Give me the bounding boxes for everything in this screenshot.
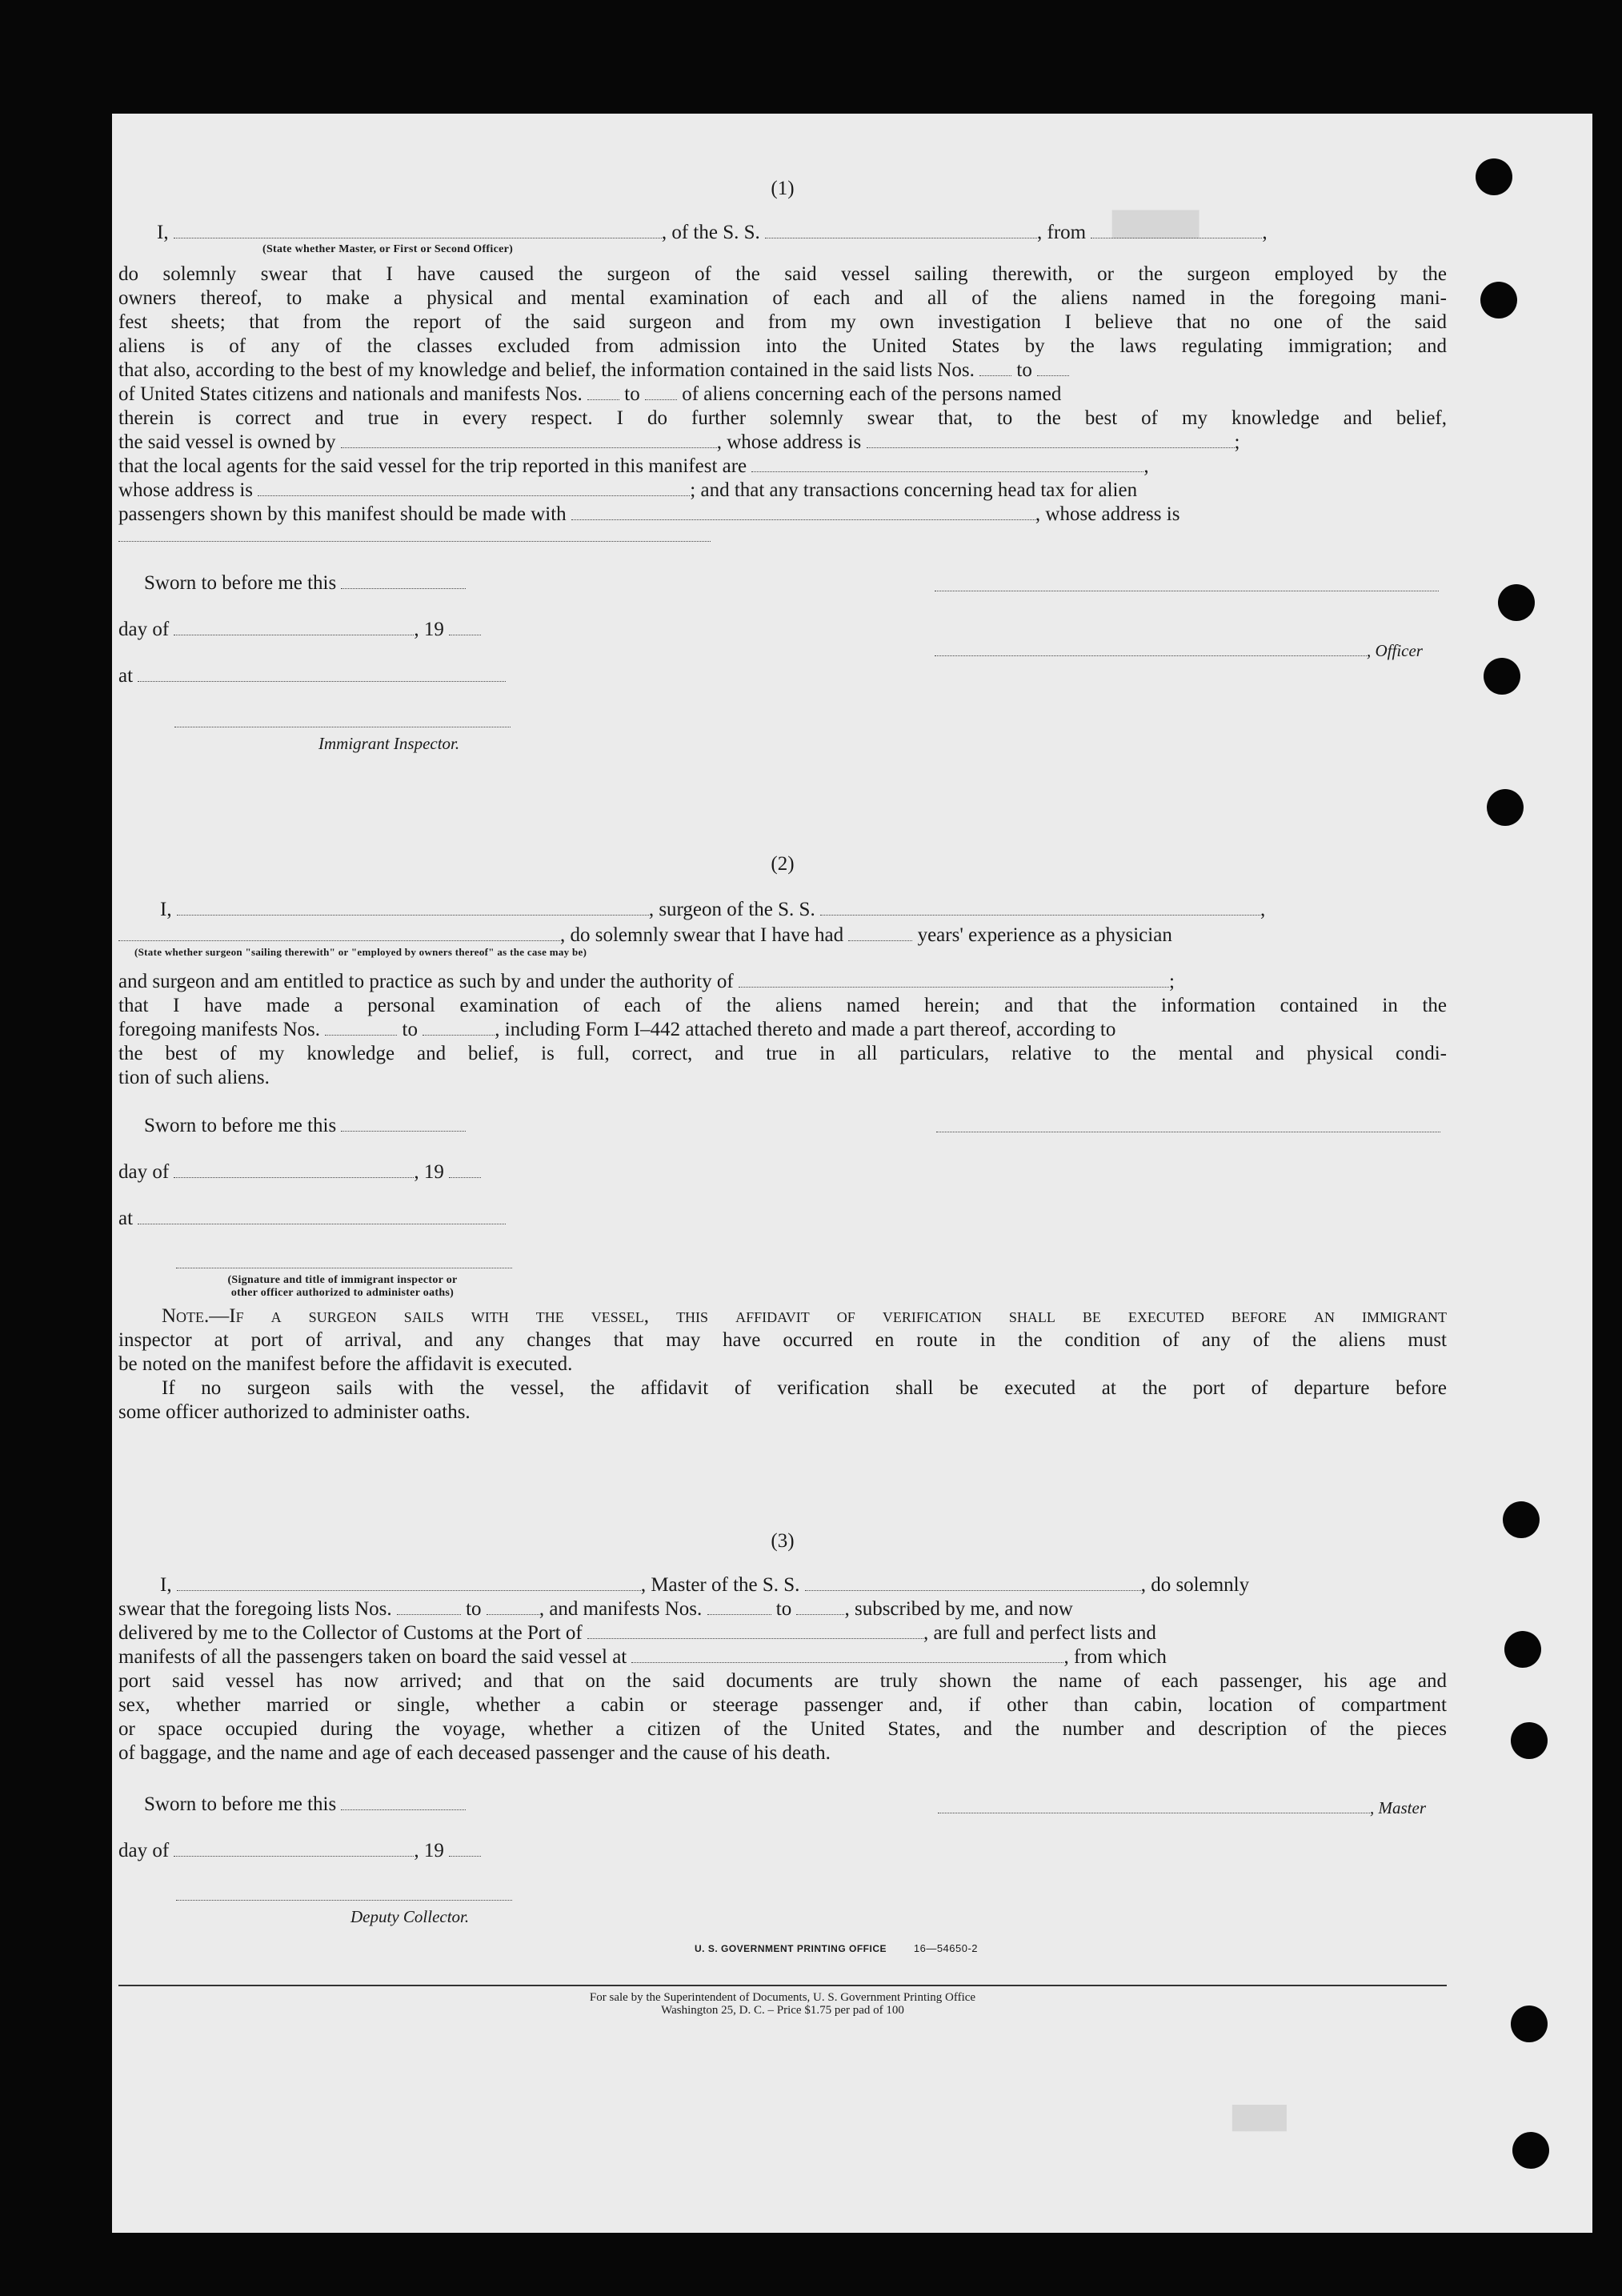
field-hint: (State whether Master, or First or Second Officer) xyxy=(262,243,514,255)
year-field[interactable] xyxy=(449,1840,481,1857)
signature-hint: (Signature and title of immigrant inspector or xyxy=(227,1274,458,1286)
deputy-signature-line[interactable] xyxy=(176,1900,512,1901)
owner-field[interactable] xyxy=(341,431,717,448)
day-of-field[interactable] xyxy=(174,619,414,635)
head-tax-contact-field[interactable] xyxy=(571,503,1035,520)
punch-hole xyxy=(1504,1631,1541,1668)
boarding-port-field[interactable] xyxy=(631,1646,1063,1663)
punch-hole xyxy=(1511,2005,1548,2042)
master-signature-line[interactable] xyxy=(938,1797,1370,1813)
vessel-name-field[interactable] xyxy=(765,222,1037,238)
note-text: some officer authorized to administer oaths. xyxy=(118,1401,471,1423)
lists-to-field[interactable] xyxy=(1037,359,1069,376)
signature-hint: other officer authorized to administer oaths) xyxy=(230,1287,455,1299)
section-number: (2) xyxy=(771,853,795,875)
master-name-field[interactable] xyxy=(177,1574,641,1591)
punch-hole xyxy=(1498,584,1535,621)
note-text: If no surgeon sails with the vessel, the affidavit of verification shall be executed at the port of departure before xyxy=(162,1377,1447,1399)
section-number: (1) xyxy=(771,178,795,199)
day-of-field[interactable] xyxy=(174,1161,414,1178)
note-text: Note.—If a surgeon sails with the vessel, this affidavit of verification shall be executed before an immigrant xyxy=(162,1305,1447,1327)
at-place-field[interactable] xyxy=(138,1208,506,1224)
punch-hole xyxy=(1487,789,1524,826)
affidavit-master: (1) I, , of the S. S. , from , (State whether Master, or First or Second Officer) do solemnly swear that I have caused the surgeon of the said vessel sailing therewith, or the surgeon employed by the owners thereof, to make a physical and mental examination of each and all of the aliens named in the foregoing mani- fest sheets; that from the report of the said surgeon and from my own investigation I believe that no one of the said aliens is of any of the classes excluded from admission into the United States by the laws regulating immigration; and that also, according to the best of my knowledge and belief, the information contained in the said lists Nos. to of United States citizens and nationals and manifests Nos. to of aliens concerning each of the persons named therein is correct and true in every respect. I do further solemnly swear that, to the best of my knowledge and belief, the said vessel is owned by , whose address is ; that the local agents for the said vessel for the trip reported in this manifest are , whose address is ; and that any transactions concerning head tax for alien passengers shown by this manifest should be made with , whose address is Sworn to before me this day of , 19 , Officer at Immigrant Inspector. xyxy=(118,174,1447,759)
officer-name-field[interactable] xyxy=(174,222,662,238)
manifests-from-field[interactable] xyxy=(707,1598,771,1615)
lists-from-field[interactable] xyxy=(397,1598,461,1615)
manifests-from-field[interactable] xyxy=(325,1019,397,1036)
punch-hole xyxy=(1476,158,1512,195)
surgeon-name-field[interactable] xyxy=(177,899,649,916)
footer-rule xyxy=(118,1985,1447,1986)
printer-imprint: U. S. GOVERNMENT PRINTING OFFICE 16—54650-2 xyxy=(695,1942,979,1954)
from-port-field[interactable] xyxy=(1091,222,1262,238)
punch-hole xyxy=(1503,1501,1540,1538)
punch-hole xyxy=(1512,2132,1549,2169)
footer-text: Washington 25, D. C. – Price $1.75 per pad of 100 xyxy=(661,2004,904,2017)
sworn-date-field[interactable] xyxy=(341,1115,466,1132)
owner-address-field[interactable] xyxy=(867,431,1235,448)
punch-hole xyxy=(1511,1722,1548,1759)
year-field[interactable] xyxy=(449,1161,481,1178)
bleed-through-mark: ██████ xyxy=(1112,210,1199,238)
officer-line: I, , of the S. S. , from , xyxy=(157,222,1268,243)
footer-text: For sale by the Superintendent of Documents, U. S. Government Printing Office xyxy=(589,1991,976,2004)
affidavit-master-delivery: (3) I, , Master of the S. S. , do solemnly swear that the foregoing lists Nos. to , and manifests Nos. to , subscribed by me, and now delivered by me to the Collector of Customs at the Port of , are full and perfect lists and manifests of all the passengers taken on board the said vessel at , from which port said vessel has now arrived; and that on the said documents are truly shown the name of each passenger, his age and sex, whether married or single, whether a cabin or steerage passenger and, if other than cabin, location of compartment or space occupied during the voyage, whether a citizen of the United States, and the number and description of the pieces of baggage, and the name and age of each deceased passenger and the cause of his death. Sworn to before me this , Master day of , 19 Deputy Collector. xyxy=(118,1529,1447,1945)
manifests-from-field[interactable] xyxy=(587,383,619,400)
years-experience-field[interactable] xyxy=(848,924,912,941)
lists-to-field[interactable] xyxy=(487,1598,539,1615)
vessel-name-field[interactable] xyxy=(820,899,1260,916)
note-text: be noted on the manifest before the affidavit is executed. xyxy=(118,1353,573,1375)
year-field[interactable] xyxy=(449,619,481,635)
day-of-field[interactable] xyxy=(174,1840,414,1857)
note-text: inspector at port of arrival, and any changes that may have occurred en route in the condition of any of the aliens must xyxy=(118,1329,1447,1351)
deputy-title: Deputy Collector. xyxy=(350,1907,470,1926)
port-field[interactable] xyxy=(587,1622,923,1639)
sworn-date-field[interactable] xyxy=(341,572,466,589)
agents-address-field[interactable] xyxy=(258,479,690,496)
manifests-to-field[interactable] xyxy=(796,1598,844,1615)
bleed-through-mark: ████ xyxy=(1232,2105,1287,2131)
head-tax-address-field[interactable] xyxy=(118,541,711,542)
at-place-field[interactable] xyxy=(138,665,506,682)
inspector-title: Immigrant Inspector. xyxy=(318,734,460,753)
affidavit-surgeon: (2) I, , surgeon of the S. S. , , do solemnly swear that I have had years' experience as a physician (State whether surgeon "sailing therewith" or "employed by owners thereof" as the case may be) and surgeon and am entitled to practice as such by and under the authority of ; that I have made a personal examination of each of the aliens named herein; and that the information contained in the foregoing manifests Nos. to , including Form I–442 attached thereto and made a part thereof, according to the best of my knowledge and belief, is full, correct, and true in all particulars, relative to the mental and physical condi- tion of such aliens. Sworn to before me this day of , 19 at (Signature and title of immigrant inspector or other officer authorized to administer oaths) Note.—If a surgeon sails with the vessel, this affidavit of verification shall be executed before an immigrant inspector at port of arrival, and any changes that may have occurred en route in the condition of any of the aliens must be noted on the manifest before the affidavit is executed. If no surgeon sails with the vessel, the affidavit of verification shall be executed at the port of departure before some officer authorized to administer oaths. xyxy=(118,853,1447,1423)
sworn-date-field[interactable] xyxy=(341,1793,466,1810)
surgeon-status-field[interactable] xyxy=(118,924,560,941)
section-number: (3) xyxy=(771,1530,795,1552)
field-hint: (State whether surgeon "sailing therewith" or "employed by owners thereof" as the case may be) xyxy=(134,946,587,958)
manifests-to-field[interactable] xyxy=(423,1019,495,1036)
authority-field[interactable] xyxy=(739,971,1169,988)
punch-hole xyxy=(1480,282,1517,319)
local-agents-field[interactable] xyxy=(751,455,1143,472)
manifests-to-field[interactable] xyxy=(645,383,677,400)
vessel-name-field[interactable] xyxy=(805,1574,1141,1591)
punch-hole xyxy=(1484,658,1520,695)
lists-from-field[interactable] xyxy=(979,359,1011,376)
officer-title-field[interactable] xyxy=(935,639,1367,656)
